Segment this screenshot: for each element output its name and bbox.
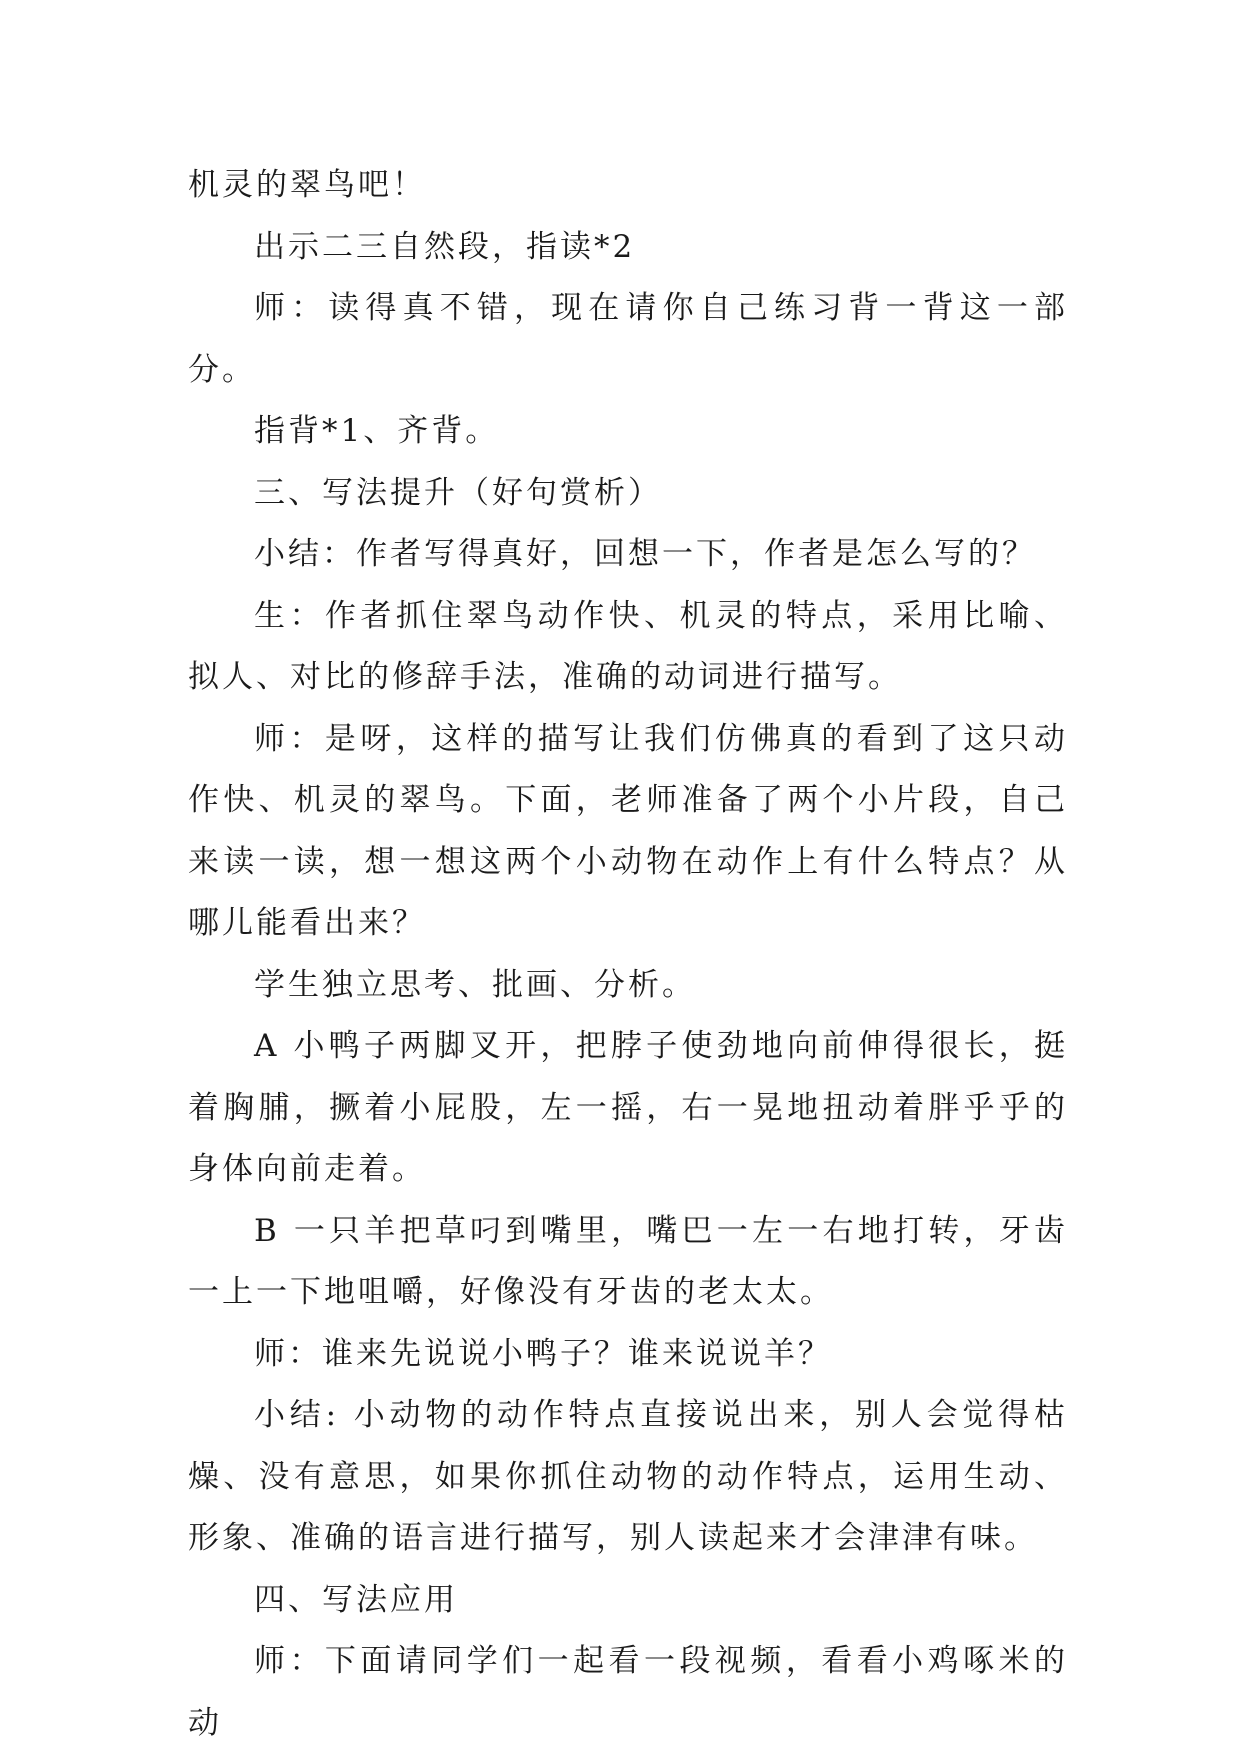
paragraph: 指背*1、齐背。 bbox=[254, 413, 500, 449]
section-heading: 三、写法提升（好句赏析） bbox=[254, 474, 662, 511]
paragraph: 生：作者抓住翠鸟动作快、机灵的特点，采用比喻、拟人、对比的修辞手法，准确的动词进行描写。 bbox=[188, 597, 1068, 695]
example-paragraph-a: A 小鸭子两脚叉开，把脖子使劲地向前伸得很长，挺着胸脯，撅着小屁股，左一摇，右一晃地扭动着胖乎乎的身体向前走着。 bbox=[188, 1028, 1068, 1187]
paragraph: 师：谁来先说说小鸭子？谁来说说羊？ bbox=[254, 1335, 832, 1372]
section-heading: 四、写法应用 bbox=[254, 1581, 458, 1618]
document-body bbox=[188, 155, 1068, 1754]
paragraph: 小结：作者写得真好，回想一下，作者是怎么写的？ bbox=[254, 536, 1036, 572]
paragraph: 出示二三自然段，指读*2 bbox=[254, 228, 636, 265]
example-paragraph-b: B 一只羊把草叼到嘴里，嘴巴一左一右地打转，牙齿一上一下地咀嚼，好像没有牙齿的老太太。 bbox=[188, 1212, 1068, 1310]
paragraph: 师：读得真不错，现在请你自己练习背一背这一部分。 bbox=[188, 290, 1068, 388]
paragraph: 机灵的翠鸟吧！ bbox=[188, 167, 426, 203]
paragraph: 学生独立思考、批画、分析。 bbox=[254, 966, 696, 1003]
paragraph: 小结: 小动物的动作特点直接说出来，别人会觉得枯燥、没有意思，如果你抓住动物的动作特点，运用生动、形象、准确的语言进行描写，别人读起来才会津津有味。 bbox=[188, 1397, 1068, 1556]
paragraph: 师：下面请同学们一起看一段视频，看看小鸡啄米的动 bbox=[188, 1643, 1068, 1741]
paragraph: 师：是呀，这样的描写让我们仿佛真的看到了这只动作快、机灵的翠鸟。下面，老师准备了两个小片段，自己来读一读，想一想这两个小动物在动作上有什么特点？从哪儿能看出来？ bbox=[188, 720, 1068, 941]
